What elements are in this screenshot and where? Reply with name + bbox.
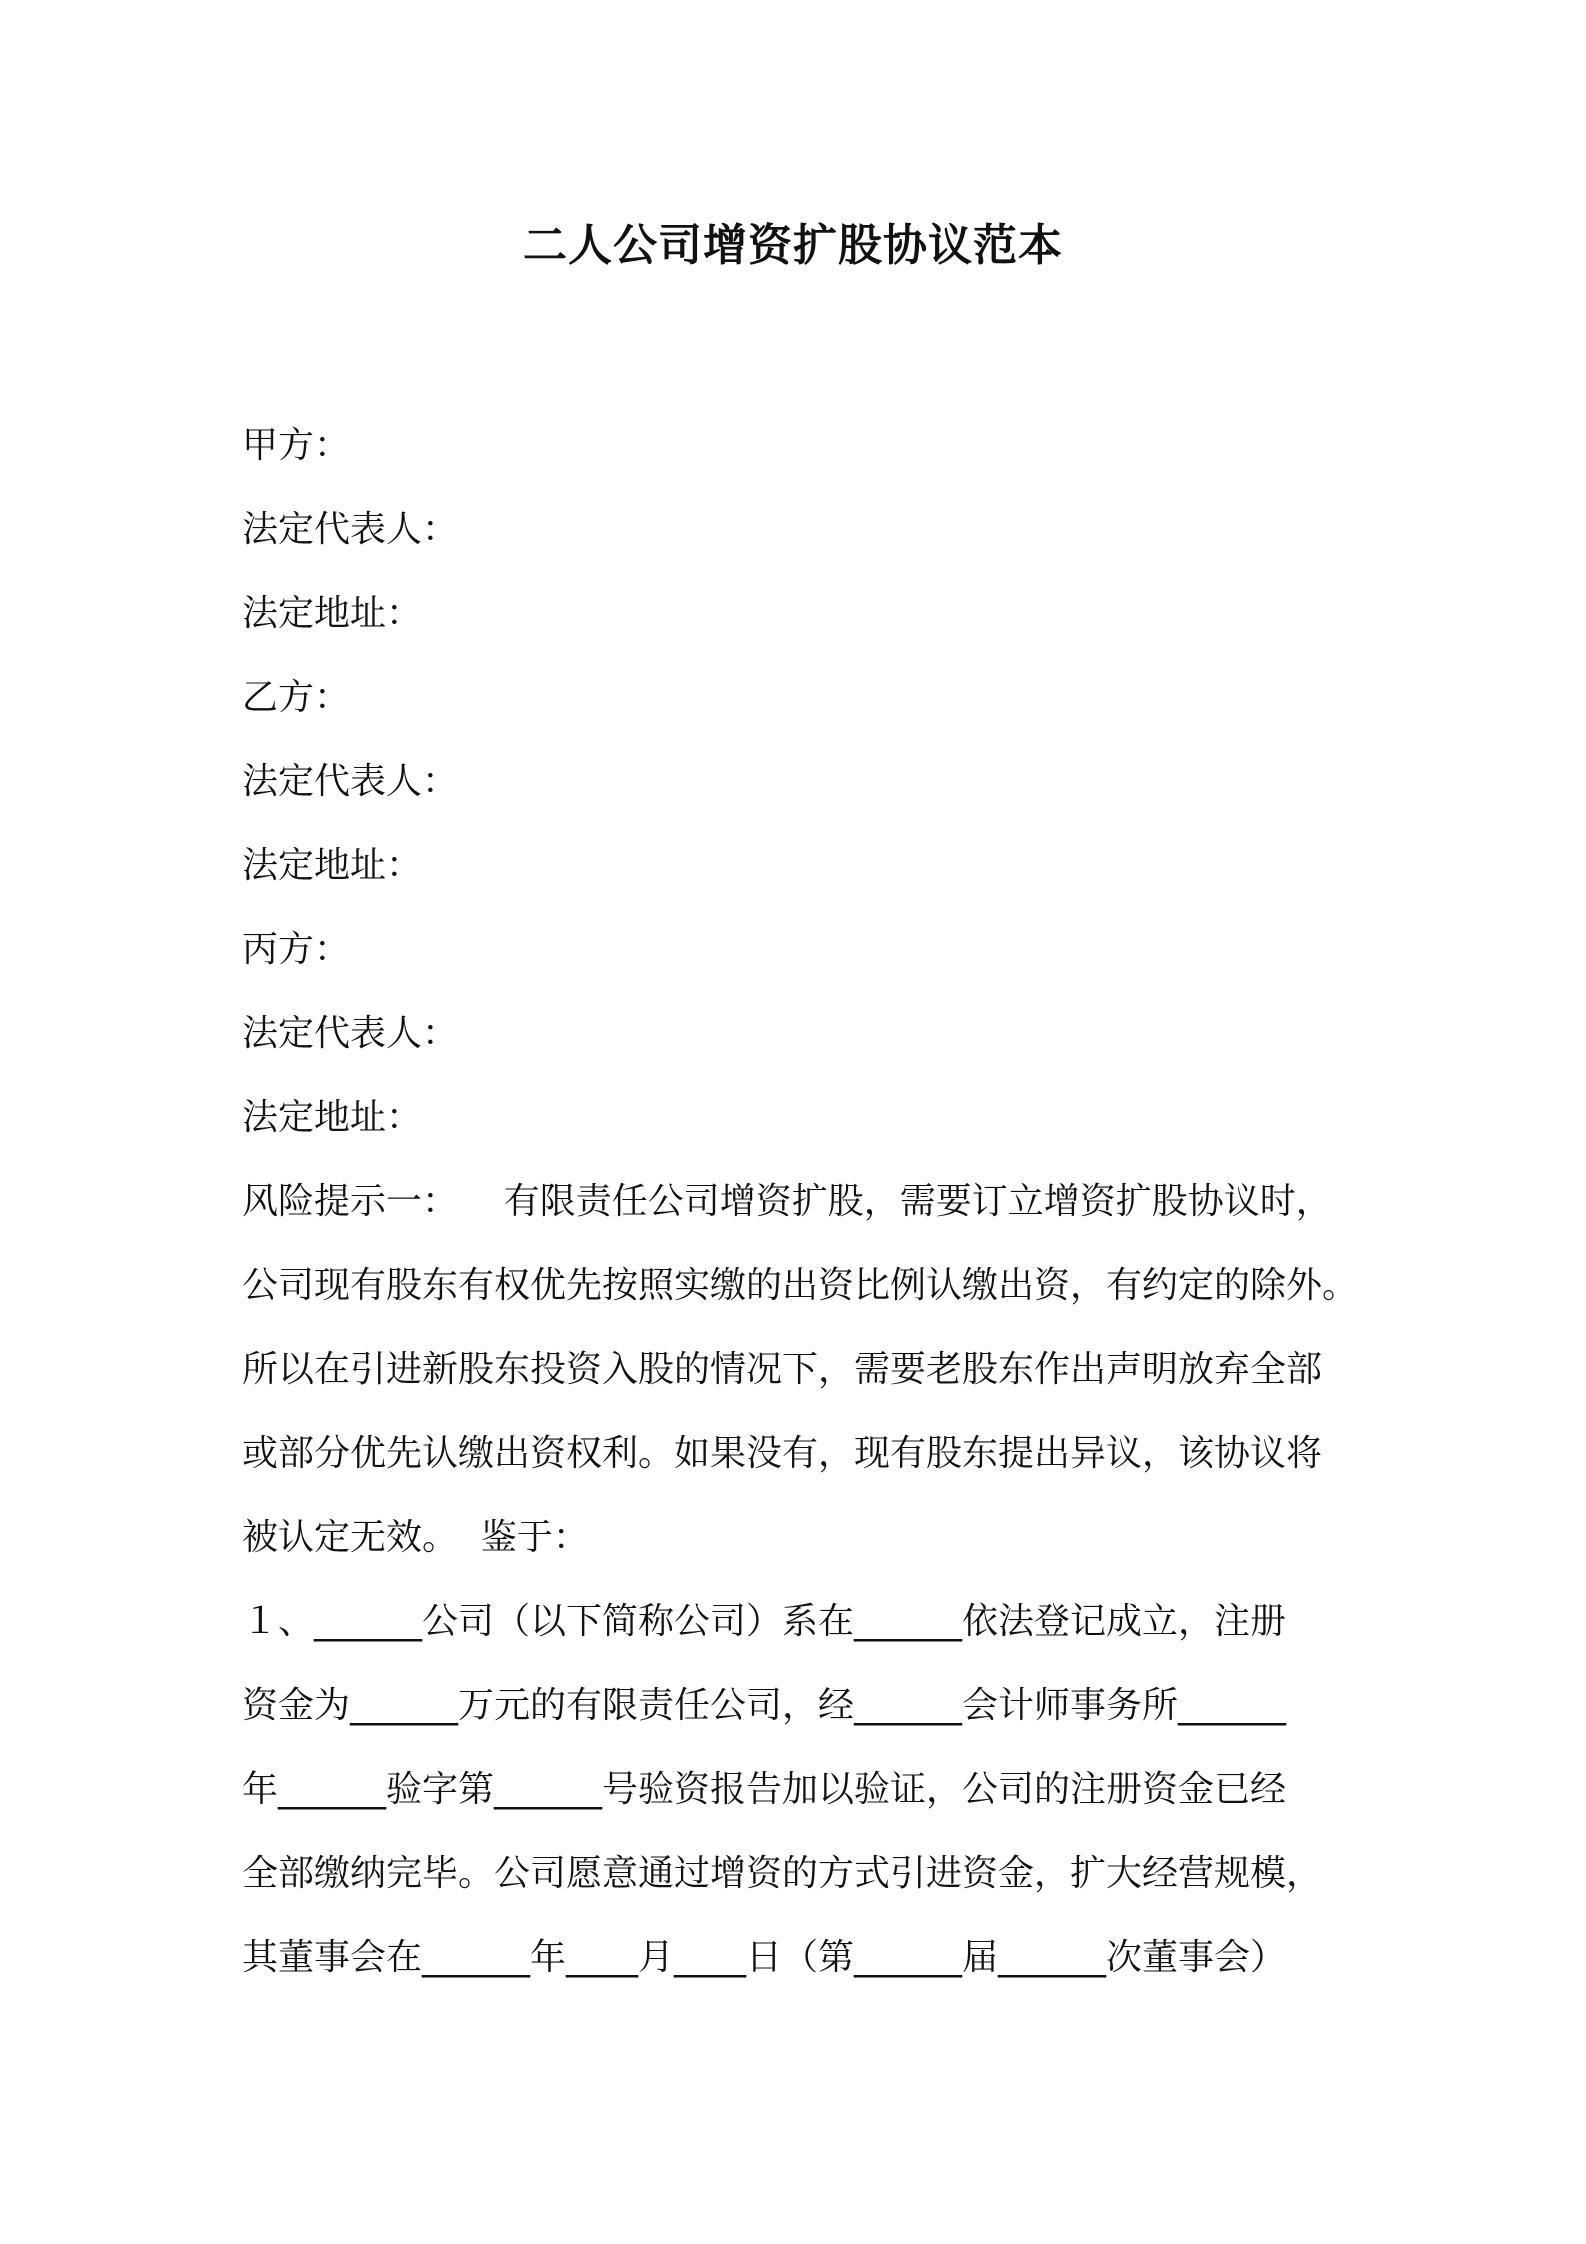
risk-notice-line: 或部分优先认缴出资权利。如果没有，现有股东提出异议，该协议将 [242,1433,1323,1474]
party-a-address-label: 法定地址： [242,593,423,634]
risk-notice-line: 所以在引进新股东投资入股的情况下，需要老股东作出声明放弃全部 [242,1349,1323,1390]
risk-notice-line: 风险提示一： 有限责任公司增资扩股，需要订立增资扩股协议时， [242,1181,1332,1222]
risk-notice-line: 公司现有股东有权优先按照实缴的出资比例认缴出资，有约定的除外。 [242,1265,1359,1306]
party-b-address-label: 法定地址： [242,845,423,886]
party-c-address-label: 法定地址： [242,1097,423,1138]
party-b-representative-label: 法定代表人： [242,761,459,802]
party-b-label: 乙方： [242,677,351,718]
party-c-label: 丙方： [242,929,351,970]
clause-line: 年______验字第______号验资报告加以验证，公司的注册资金已经 [242,1769,1287,1810]
risk-notice-line: 被认定无效。 鉴于： [242,1517,589,1558]
clause-line: 全部缴纳完毕。公司愿意通过增资的方式引进资金，扩大经营规模， [242,1853,1323,1894]
clause-line: 其董事会在______年____月____日（第______届______次董事会） [242,1937,1287,1978]
party-c-representative-label: 法定代表人： [242,1013,459,1054]
document-title: 二人公司增资扩股协议范本 [523,220,1063,271]
party-a-label: 甲方： [242,425,351,466]
document-body [242,404,1372,2000]
clause-line: １、______公司（以下简称公司）系在______依法登记成立，注册 [242,1601,1287,1642]
clause-line: 资金为______万元的有限责任公司，经______会计师事务所______ [242,1685,1287,1726]
party-a-representative-label: 法定代表人： [242,509,459,550]
